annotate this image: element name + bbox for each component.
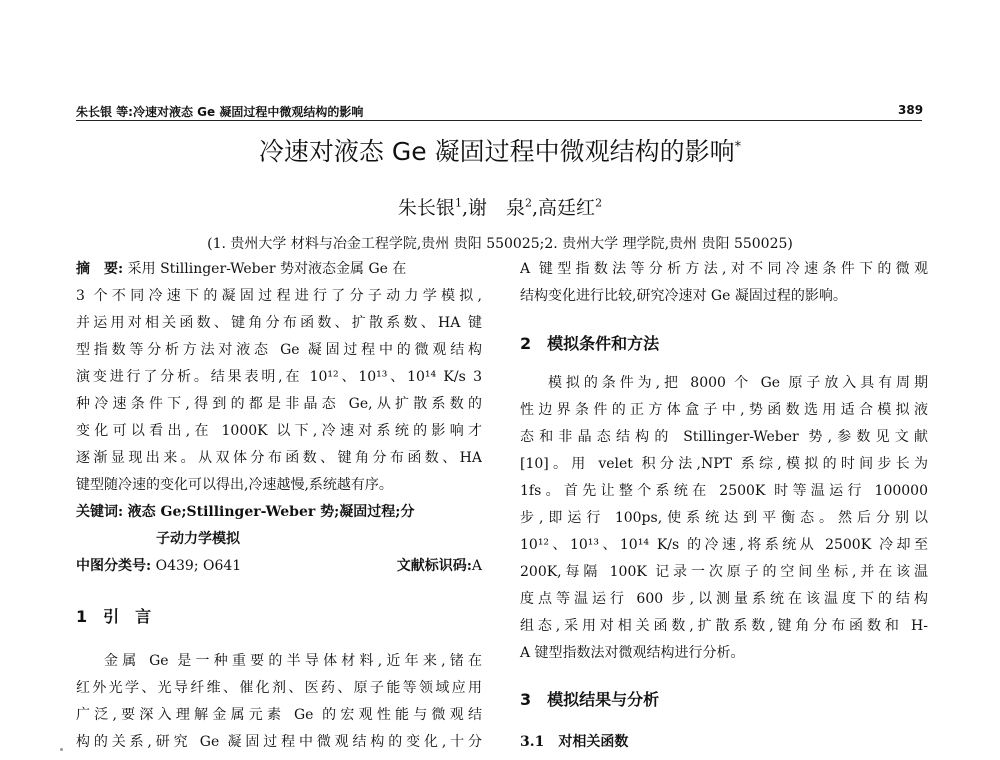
abstract-first-line — [76, 258, 482, 281]
author-name: 高廷红 — [538, 197, 596, 219]
section-heading: 1 引 言 — [76, 607, 152, 626]
abstract-line: 并运用对相关函数、键角分布函数、扩散系数、HA 键 — [76, 315, 482, 331]
header-rule — [76, 120, 922, 121]
abstract-line: 键型随冷速的变化可以得出,冷速越慢,系统越有序。 — [76, 477, 393, 493]
section-heading: 2 模拟条件和方法 — [520, 334, 660, 353]
clc-label: 中图分类号: — [76, 558, 152, 574]
body-line: 性边界条件的正方体盒子中,势函数选用适合模拟液 — [520, 402, 928, 418]
body-line: 1fs。首先让整个系统在 2500K 时等温运行 100000 — [520, 483, 928, 499]
body-line: 结构变化进行比较,研究冷速对 Ge 凝固过程的影响。 — [520, 288, 847, 304]
abstract-line: 3 个不同冷速下的凝固过程进行了分子动力学模拟, — [76, 288, 482, 304]
author-list — [0, 193, 1000, 220]
keywords-text: 液态 Ge;Stillinger-Weber 势;凝固过程;分 — [127, 504, 415, 520]
paper-title — [0, 132, 1000, 168]
author-name: 谢 泉 — [467, 197, 525, 219]
body-line: 10¹²、10¹³、10¹⁴ K/s 的冷速,将系统从 2500K 冷却至 — [520, 537, 928, 553]
body-line: 度点等温运行 600 步,以测量系统在该温度下的结构 — [520, 591, 928, 607]
subsection-heading: 3.1 对相关函数 — [520, 734, 629, 750]
keywords-continued: 子动力学模拟 — [156, 531, 240, 547]
body-line: 金属 Ge 是一种重要的半导体材料,近年来,锗在 — [104, 653, 482, 669]
running-head: 朱长银 等:冷速对液态 Ge 凝固过程中微观结构的影响 — [76, 105, 364, 119]
author-affil-mark: 2 — [595, 196, 603, 210]
author-separator: , — [461, 197, 468, 219]
classification-row — [76, 555, 482, 578]
page-number: 389 — [898, 103, 924, 117]
body-line: 组态,采用对相关函数,扩散系数,键角分布函数和 H- — [520, 618, 928, 634]
scan-speck — [60, 748, 63, 751]
abstract-line: 逐渐显现出来。从双体分布函数、键角分布函数、HA — [76, 450, 482, 466]
author-affil-mark: 2 — [525, 196, 532, 210]
abstract-line: 种冷速条件下,得到的都是非晶态 Ge,从扩散系数的 — [76, 396, 482, 412]
abstract-line: 演变进行了分析。结果表明,在 10¹²、10¹³、10¹⁴ K/s 3 — [76, 369, 482, 385]
body-line: 态和非晶态结构的 Stillinger-Weber 势,参数见文献 — [520, 429, 928, 445]
body-line: 构的关系,研究 Ge 凝固过程中微观结构的变化,十分 — [76, 734, 482, 750]
author-affil-mark: 1 — [454, 196, 462, 210]
abstract-line: 变化可以看出,在 1000K 以下,冷速对系统的影响才 — [76, 423, 482, 439]
affiliation: (1. 贵州大学 材料与冶金工程学院,贵州 贵阳 550025;2. 贵州大学 理学院,贵州 贵阳 550025) — [207, 236, 793, 252]
title-footnote-mark: * — [734, 139, 742, 155]
keywords — [76, 501, 482, 524]
doc-code — [397, 555, 482, 578]
section-heading: 3 模拟结果与分析 — [520, 690, 660, 709]
abstract-line: 型指数等分析方法对液态 Ge 凝固过程中的微观结构 — [76, 342, 482, 358]
body-line: 广泛,要深入理解金属元素 Ge 的宏观性能与微观结 — [76, 707, 482, 723]
keywords-label: 关键词: — [76, 504, 124, 520]
doc-code-value: A — [471, 558, 482, 574]
body-line: 200K,每隔 100K 记录一次原子的空间坐标,并在该温 — [520, 564, 928, 580]
author-separator: , — [532, 197, 539, 219]
author-name: 朱长银 — [397, 197, 455, 219]
body-line: 红外光学、光导纤维、催化剂、医药、原子能等领域应用 — [76, 680, 482, 696]
body-line: A 键型指数法等分析方法,对不同冷速条件下的微观 — [520, 261, 928, 277]
paper-title-text: 冷速对液态 Ge 凝固过程中微观结构的影响 — [258, 137, 735, 166]
body-line: [10]。用 velet 积分法,NPT 系综,模拟的时间步长为 — [520, 456, 928, 472]
abstract-line: 采用 Stillinger-Weber 势对液态金属 Ge 在 — [127, 261, 407, 277]
abstract-label: 摘 要: — [76, 261, 124, 277]
body-line: A 键型指数法对微观结构进行分析。 — [520, 645, 745, 661]
doc-code-label: 文献标识码: — [396, 558, 472, 574]
clc-value: O439; O641 — [155, 558, 242, 574]
body-line: 步,即运行 100ps,使系统达到平衡态。然后分别以 — [520, 510, 928, 526]
body-line: 模拟的条件为,把 8000 个 Ge 原子放入具有周期 — [548, 375, 928, 391]
